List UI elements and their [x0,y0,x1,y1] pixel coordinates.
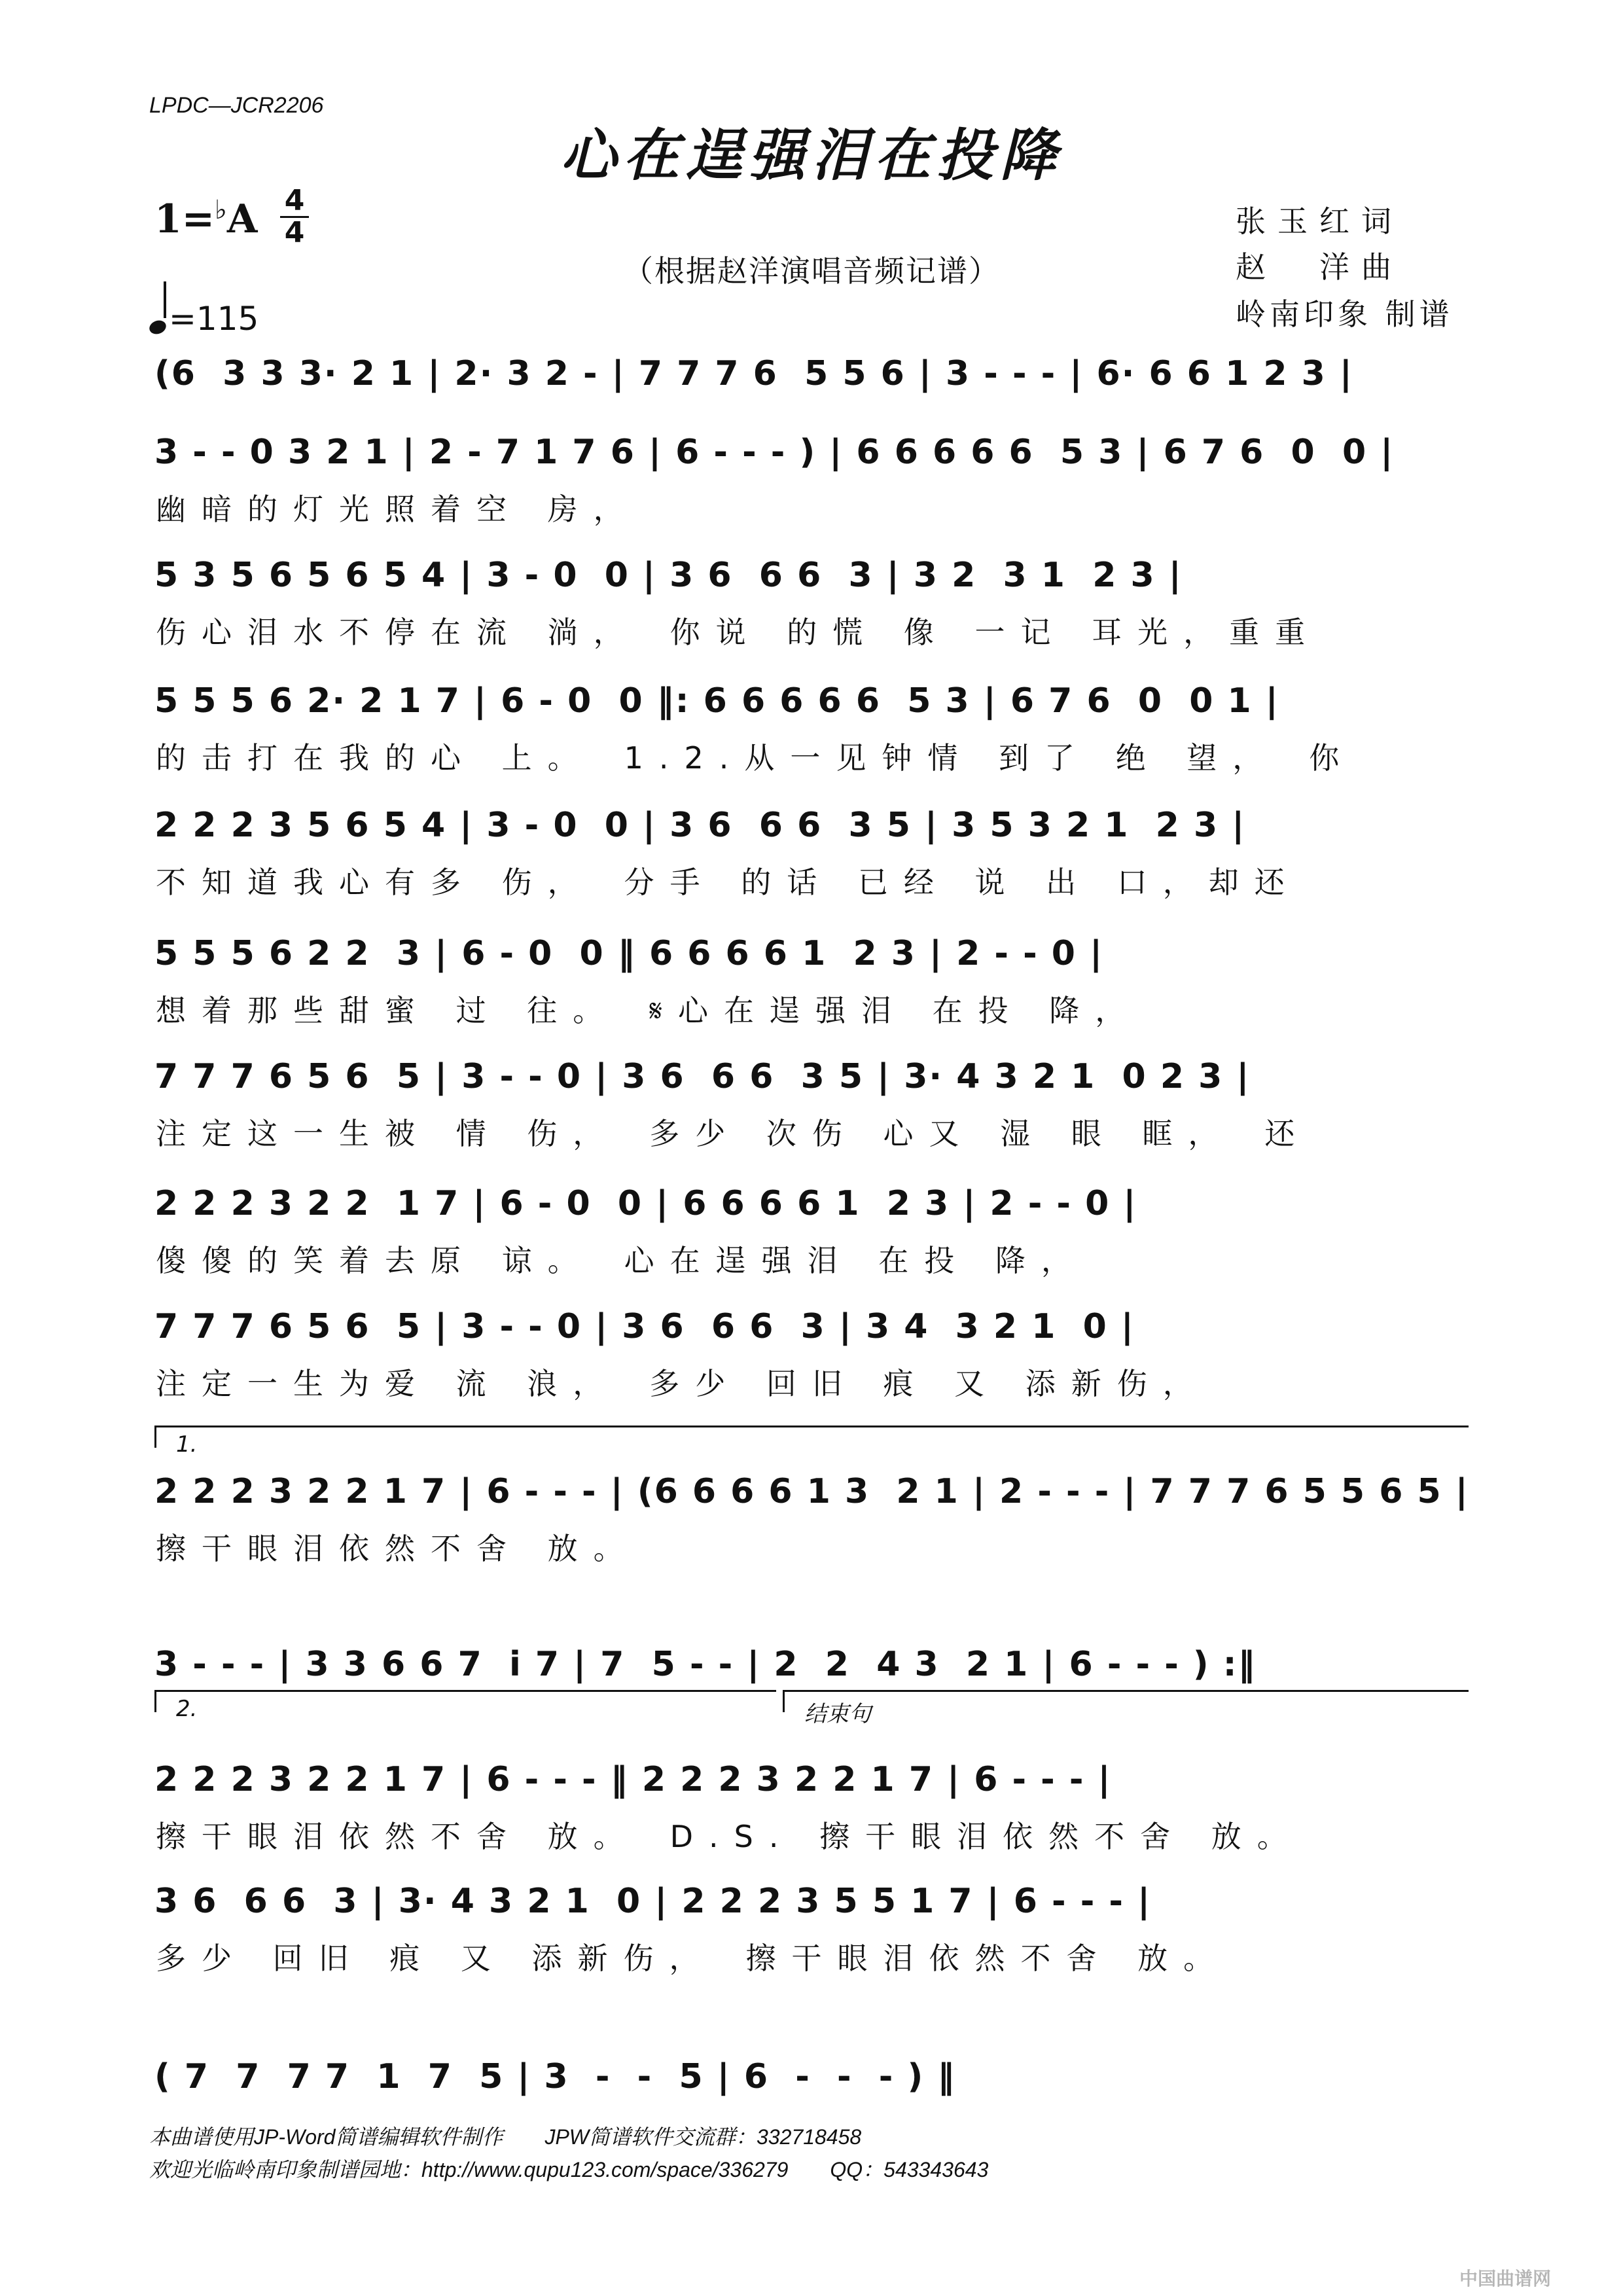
notation-row: 2 2 2 3 2 2 1 7 | 6 - - - ‖ 2 2 2 3 2 2 1 7 | 6 - - - | [154,1760,1112,1799]
time-signature [280,184,309,249]
lyric-line: 不知道我心有多 伤， 分手 的话 已经 说 出 口，却还 [156,865,1300,900]
lyric-line: 的击打在我的心 上。 1.2.从一见钟情 到了 绝 望， 你 [156,740,1355,776]
lyric-line: 幽暗的灯光照着空 房， [156,492,639,527]
notation-row: 2 2 2 3 2 2 1 7 | 6 - 0 0 | 6 6 6 6 1 2 3 | 2 - - 0 | [154,1184,1137,1223]
notation-row: 2 2 2 3 5 6 5 4 | 3 - 0 0 | 3 6 6 6 3 5 | 3 5 3 2 1 2 3 | [154,806,1246,845]
flat-sign: ♭ [215,195,227,225]
notation-row: ( 7 7 7 7 1 7 5 | 3 - - 5 | 6 - - - ) ‖ [154,2057,956,2096]
tempo-value: =115 [169,300,259,338]
notation-row: 3 6 6 6 3 | 3· 4 3 2 1 0 | 2 2 2 3 5 5 1 7 | 6 - - - | [154,1882,1152,1921]
lyric-line: 伤心泪水不停在流 淌， 你说 的慌 像 一记 耳光，重重 [156,615,1321,650]
notation-row: 2 2 2 3 2 2 1 7 | 6 - - - | (6 6 6 6 1 3 2 1 | 2 - - - | 7 7 7 6 5 5 6 5 | [154,1472,1469,1511]
song-title: 心在逞强泪在投降 [560,122,1063,188]
lyric-line: 傻傻的笑着去原 谅。 心在逞强泪 在投 降， [156,1243,1087,1278]
lyric-line: 想着那些甜蜜 过 往。 𝄋心在逞强泪 在投 降， [156,993,1141,1028]
volta-second: 2. [154,1690,776,1712]
notation-row: 5 5 5 6 2 2 3 | 6 - 0 0 ‖ 6 6 6 6 1 2 3 | 2 - - 0 | [154,934,1104,973]
catalog-number: LPDC—JCR2206 [149,93,324,118]
footer-line-1: 本曲谱使用JP-Word简谱编辑软件制作 JPW简谱软件交流群：332718458 [149,2125,862,2149]
quarter-note-icon [147,318,168,336]
lyric-line: 注定一生为爱 流 浪， 多少 回旧 痕 又 添新伤， [156,1366,1209,1401]
meter-top: 4 [284,184,305,217]
notation-row: 3 - - - | 3 3 6 6 7 i 7 | 7 5 - - | 2 2 4 3 2 1 | 6 - - - ) :‖ [154,1645,1257,1684]
notation-row: 5 3 5 6 5 6 5 4 | 3 - 0 0 | 3 6 6 6 3 | 3 2 3 1 2 3 | [154,556,1183,595]
notation-row: 7 7 7 6 5 6 5 | 3 - - 0 | 3 6 6 6 3 5 | 3· 4 3 2 1 0 2 3 | [154,1057,1251,1096]
watermark: 中国曲谱网 [1459,2268,1552,2289]
lyric-line: 多少 回旧 痕 又 添新伤， 擦干眼泪依然不舍 放。 [156,1941,1230,1976]
meter-bottom: 4 [284,216,305,249]
notation-row: (6 3 3 3· 2 1 | 2· 3 2 - | 7 7 7 6 5 5 6 | 3 - - - | 6· 6 6 1 2 3 | [154,354,1353,393]
lyric-line: 擦干眼泪依然不舍 放。 [156,1531,639,1566]
notation-row: 3 - - 0 3 2 1 | 2 - 7 1 7 6 | 6 - - - ) | 6 6 6 6 6 5 3 | 6 7 6 0 0 | [154,433,1395,472]
source-note: （根据赵洋演唱音频记谱） [623,253,1000,289]
footer-line-2: 欢迎光临岭南印象制谱园地：http://www.qupu123.com/space/336279 QQ：543343643 [149,2158,989,2181]
notation-row: 7 7 7 6 5 6 5 | 3 - - 0 | 3 6 6 6 3 | 3 4 3 2 1 0 | [154,1307,1135,1346]
lyricist-credit: 张玉红词 [1236,204,1403,239]
volta-ending: 结束句 [783,1690,1469,1712]
tempo-marking [149,293,259,338]
key-note: A [226,196,258,242]
lyric-line: 注定这一生被 情 伤， 多少 次伤 心又 湿 眼 眶， 还 [156,1116,1311,1151]
notation-row: 5 5 5 6 2· 2 1 7 | 6 - 0 0 ‖: 6 6 6 6 6 5 3 | 6 7 6 0 0 1 | [154,681,1279,721]
volta-first: 1. [154,1426,1469,1448]
lyric-line: 擦干眼泪依然不舍 放。 D.S. 擦干眼泪依然不舍 放。 [156,1819,1303,1854]
key-signature [154,195,257,242]
composer-credit: 赵 洋曲 [1236,249,1403,285]
arranger-credit: 岭南印象 制谱 [1236,296,1454,332]
key-prefix: 1= [154,196,215,242]
